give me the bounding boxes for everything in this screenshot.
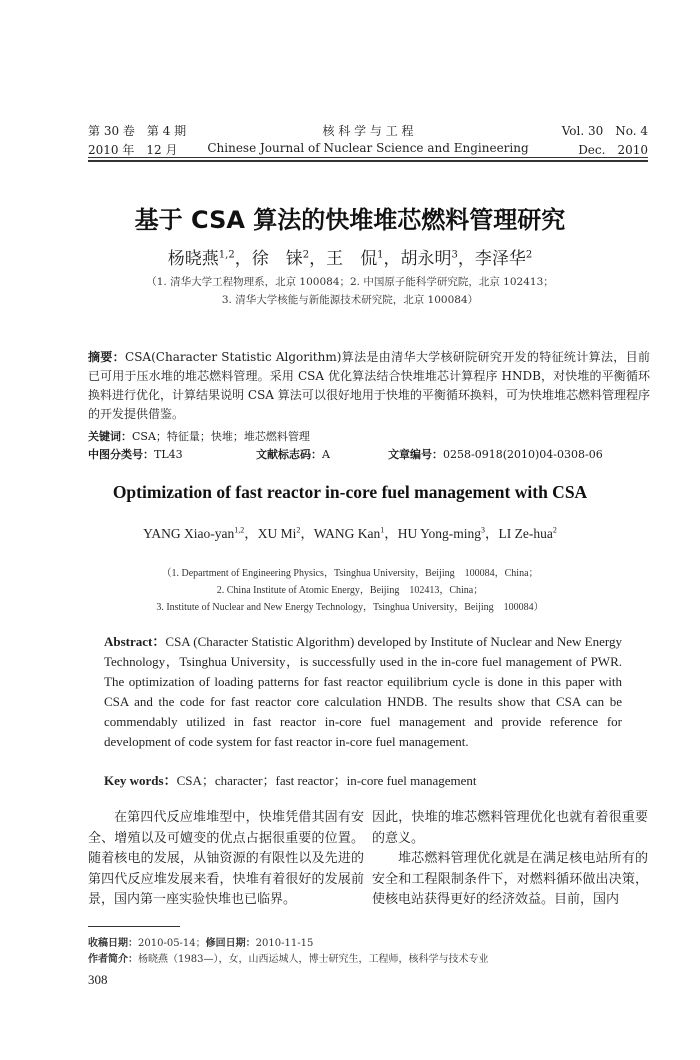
- body-column-left: [88, 808, 364, 911]
- author-cn: 王 侃: [326, 249, 378, 269]
- author-bio: 杨晓燕（1983—），女，山西运城人，博士研究生，工程师，核科学与技术专业: [138, 954, 489, 965]
- doc-code-value: A: [322, 448, 330, 461]
- author-separator: ，: [485, 526, 499, 541]
- authors-cn: [0, 244, 700, 269]
- affiliation-cn-line-1: （1. 清华大学工程物理系，北京 100084；2. 中国原子能科学研究院，北京 102413；: [146, 276, 554, 288]
- abstract-en: [104, 632, 622, 752]
- title-en: Optimization of fast reactor in-core fuel management with CSA: [112, 482, 588, 502]
- revised-label: 修回日期：: [205, 938, 256, 949]
- affiliation-en-line-3: 3. Institute of Nuclear and New Energy Technology，Tsinghua University，Beijing 100084）: [156, 602, 544, 613]
- received-date: 2010-05-14；: [138, 938, 206, 949]
- abstract-en-text: CSA (Character Statistic Algorithm) developed by Institute of Nuclear and New Energy Technology，Tsinghua University，is successfully used in the in-core fuel management of PWR. The optimization of loading patterns for fast reactor equilibrium cycle is done in this paper with CSA and the code for fast reactor core calculation HNDB. The results show that CSA can be commendably utilized in fast reactor in-core fuel management and provide reference for development of code system for fast reactor in-core fuel management.: [104, 634, 622, 749]
- revised-date: 2010-11-15: [255, 938, 314, 949]
- keywords-en: [104, 770, 644, 789]
- author-en: HU Yong-ming: [397, 526, 482, 541]
- author-separator: ，: [309, 249, 327, 269]
- keywords-en-text: CSA；character；fast reactor；in-core fuel management: [176, 773, 477, 788]
- clc-value: TL43: [154, 448, 183, 461]
- author-separator: ，: [300, 526, 314, 541]
- clc-label: 中图分类号：: [88, 448, 154, 461]
- classification-row: [88, 446, 650, 462]
- author-en-affil-mark: 1,2: [234, 525, 245, 535]
- affiliation-en-line-2: 2. China Institute of Atomic Energy，Beijing 102413，China；: [216, 585, 484, 596]
- author-en-affil-mark: 1: [380, 525, 385, 535]
- abstract-cn-label: 摘要：: [88, 350, 126, 364]
- keywords-cn: [88, 428, 310, 444]
- header-row-1: [88, 122, 648, 140]
- header-rule-thin: [88, 157, 648, 158]
- received-label: 收稿日期：: [88, 938, 138, 949]
- author-en: WANG Kan: [313, 526, 381, 541]
- author-en-affil-mark: 2: [552, 525, 557, 535]
- journal-en: Chinese Journal of Nuclear Science and Engineering: [207, 141, 529, 155]
- keywords-cn-label: 关键词：: [88, 430, 132, 443]
- keywords-cn-text: CSA；特征量；快堆；堆芯燃料管理: [132, 430, 310, 443]
- doc-code-label: 文献标志码：: [256, 448, 322, 461]
- author-separator: ，: [457, 249, 475, 269]
- author-en: LI Ze-hua: [498, 526, 553, 541]
- body-paragraph: 在第四代反应堆堆型中，快堆凭借其固有安全、增殖以及可嬗变的优点占据很重要的位置。随着核电的发展，从铀资源的有限性以及先进的第四代反应堆发展来看，快堆有着很好的发展前景，国内第一座实验快堆也已临界。: [88, 810, 364, 907]
- author-bio-label: 作者简介：: [88, 954, 138, 965]
- authors-en: [0, 522, 700, 542]
- volume-cn: 第 30 卷 第 4 期: [88, 124, 187, 138]
- body-paragraph: 因此，快堆的堆芯燃料管理优化也就有着很重要的意义。: [372, 810, 648, 846]
- footnote-dates: [88, 934, 648, 949]
- author-cn-affil-mark: 1,2: [218, 249, 235, 261]
- author-cn-affil-mark: 2: [302, 249, 310, 261]
- author-cn-affil-mark: 2: [525, 249, 533, 261]
- author-cn: 胡永明: [400, 249, 452, 269]
- author-cn-affil-mark: 3: [451, 249, 458, 261]
- abstract-cn: [88, 348, 650, 424]
- abstract-en-label: Abstract：: [104, 634, 166, 649]
- keywords-en-label: Key words：: [104, 773, 177, 788]
- title-cn: 基于 CSA 算法的快堆堆芯燃料管理研究: [134, 206, 566, 234]
- affiliation-cn-line-2: 3. 清华大学核能与新能源技术研究院，北京 100084）: [221, 294, 479, 306]
- header-rule-thick: [88, 160, 648, 162]
- author-separator: ，: [244, 526, 258, 541]
- keywords-cn-row: [88, 428, 650, 444]
- article-no-value: 0258-0918(2010)04-0308-06: [443, 448, 603, 461]
- page-number: 308: [88, 972, 108, 987]
- author-en: XU Mi: [257, 526, 297, 541]
- author-cn-affil-mark: 1: [377, 249, 384, 261]
- footnote-author: [88, 950, 648, 965]
- author-en-affil-mark: 3: [481, 525, 486, 535]
- volume-en: Vol. 30 No. 4: [561, 124, 648, 138]
- author-en-affil-mark: 2: [296, 525, 301, 535]
- author-cn: 李泽华: [474, 249, 526, 269]
- date-cn: 2010 年 12 月: [88, 143, 178, 157]
- article-no-label: 文章编号：: [388, 448, 443, 461]
- author-separator: ，: [383, 249, 401, 269]
- author-cn: 杨晓燕: [167, 249, 219, 269]
- abstract-cn-text: CSA(Character Statistic Algorithm)算法是由清华大学核研院研究开发的特征统计算法，目前已可用于压水堆的堆芯燃料管理。采用 CSA 优化算法结合快堆堆芯计算程序 HNDB，对快堆的平衡循环换料进行优化，计算结果说明 CSA 算法可以很好地用于快堆的平衡循环换料，可为快堆堆芯燃料管理程序的开发提供借鉴。: [88, 350, 650, 421]
- date-en: Dec. 2010: [578, 143, 648, 157]
- author-separator: ，: [384, 526, 398, 541]
- document-code: [256, 446, 330, 462]
- author-cn: 徐 铼: [251, 249, 303, 269]
- author-en: YANG Xiao-yan: [143, 526, 235, 541]
- body-paragraph: 堆芯燃料管理优化就是在满足核电站所有的安全和工程限制条件下，对燃料循环做出决策，使核电站获得更好的经济效益。目前，国内: [372, 851, 648, 907]
- affiliation-en-line-1: （1. Department of Engineering Physics，Tsinghua University，Beijing 100084，China；: [161, 568, 539, 579]
- body-column-right: [372, 808, 648, 911]
- article-number: [388, 446, 603, 462]
- clc-number: [88, 446, 183, 462]
- footnote-rule: [88, 926, 180, 927]
- author-separator: ，: [234, 249, 252, 269]
- journal-cn: 核 科 学 与 工 程: [322, 124, 414, 138]
